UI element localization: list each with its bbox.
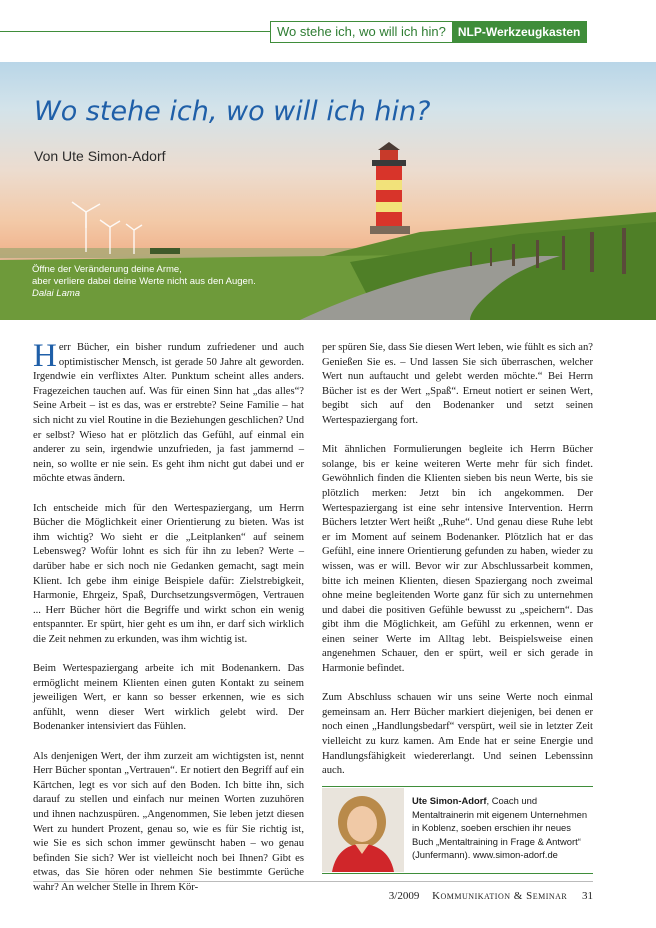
paragraph-1	[33, 338, 304, 487]
header-rule	[0, 31, 270, 32]
quote-line-1: Öffne der Veränderung deine Arme,	[32, 264, 182, 275]
paragraph-5: per spüren Sie, dass Sie diesen Wert leben, wie fühlt es sich an? Genießen Sie es. – Und lassen Sie sich überraschen, welcher Wert nun auftaucht und gelebt werden möchte.“ Bei Herrn Bücher ist es der Wert „Spaß“. Erneut notiert er seinen Wert, begibt sich auf den Bodenanker und setzt seinen Wertespaziergang fort.	[322, 342, 593, 426]
footer-issue: 3/2009	[388, 890, 420, 902]
dropcap: H	[33, 338, 57, 374]
article-column-right	[322, 341, 593, 793]
running-header	[270, 21, 587, 43]
page-footer	[389, 890, 593, 902]
bio-description: , Coach und Mentaltrainerin mit eigenem Unternehmen in Koblenz, soeben erschien ihr neues Buch „Mentaltraining in Frage & Antwort“ (Junfermann). www.simon-adorf.de	[412, 795, 588, 861]
article-title: Wo stehe ich, wo will ich hin?	[34, 96, 431, 127]
paragraph-1-text: err Bücher, ein bisher rundum zufriedener und auch optimistischer Mensch, ist gerade 50 Jahre alt geworden. Irgendwie ein verflixtes Alter. Punktum scheint alles anders. Fragezeichen tauchen auf. Was für einen Sinn hat „das alles“? Seine Arbeit – ist es das, was er erstrebte? Seine Familie – hat sich nicht zu viel Routine in die Beziehungen geschlichen? Und er selbst? Wieso hat er plötzlich das Gefühl, auf einmal ein anderer zu sein, irgendwie unzufrieden, ja fast jammernd – nein, so wollte er nie sein. Es geht ihm nicht gut dabei und er möchte etwas ändern.	[33, 342, 304, 485]
paragraph-7: Zum Abschluss schauen wir uns seine Werte noch einmal gemeinsam an. Herr Bücher markiert diejenigen, bei denen er noch einen „Handlungsbedarf“ verspürt, weil sie in letzter Zeit vielleicht zu kurz kamen. Am Ende hat er seine Energie und Handlungsfähigkeit wiedererlangt. Und seinen Lebenssinn auch.	[322, 692, 593, 777]
bio-rule-top	[322, 786, 593, 787]
footer-magazine: Kommunikation & Seminar	[432, 890, 568, 902]
paragraph-6: Mit ähnlichen Formulierungen begleite ich Herrn Bücher solange, bis er keine weiteren Werte mehr für sich findet. Gewöhnlich finden die Klienten sieben bis neun Werte, bis sie plötzlich merken: Jetzt bin ich angekommen. Der Wertespaziergang ist eine sehr intensive Intervention. Herrn Büchers letzter Wert heißt „Ruhe“. Und genau diese Ruhe lebt er im Moment auf seinem Bodenanker. Plötzlich hat er das Gefühl, eine innere Orientierung gefunden zu haben, wieder zu wissen, was er will. Bevor wir zur Abschlussarbeit kommen, bitte ich meinen Klienten, diesen Spaziergang noch zweimal ohne meine begleitenden Worte ganz für sich zu unternehmen und dabei die positiven Gefühle bewusst zu „speichern“. Das gibt ihm die Möglichkeit, am Gefühl zu erkennen, wenn er einen seiner Werte im Alltag lebt. Beispielsweise einen angenehmen Schauer, den er spürt, weil er sich gerade in Harmonie befindet.	[322, 444, 593, 675]
running-header-title: Wo stehe ich, wo will ich hin?	[271, 22, 452, 42]
footer-rule	[33, 881, 593, 882]
article-column-left	[33, 338, 304, 910]
article-author: Von Ute Simon-Adorf	[34, 148, 166, 164]
paragraph-3: Beim Wertespaziergang arbeite ich mit Bodenankern. Das ermöglicht meinem Klienten einen guten Kontakt zu seinem jeweiligen Wert, er kann so besser erkennen, wie es sich anfühlt, wenn dieser Wert wirklich gelebt wird. Der Bodenanker intensiviert das Fühlen.	[33, 663, 304, 733]
paragraph-4: Als denjenigen Wert, der ihm zurzeit am wichtigsten ist, nennt Herr Bücher spontan „Vertrauen“. Er notiert den Begriff auf ein Kärtchen, legt es vor sich auf den Boden. Ich bitte ihn, sich darauf zu stellen und einfach nur meinen Worten zuzuhören und ihnen nachzuspüren. „Angenommen, Sie leben jetzt diesen Wert zu hundert Prozent, genau so, wie es für Sie richtig ist, wie Sie es sich schon immer gewünscht haben – wo genau befinden Sie sich? Wer ist vielleicht noch bei Ihnen? Gibt es etwas, das Sie hören oder nehmen Sie bestimmte Gerüche wahr? An welcher Stelle in Ihrem Kör-	[33, 750, 304, 893]
quote-line-2: aber verliere dabei deine Werte nicht aus den Augen.	[32, 276, 256, 287]
author-photo	[322, 788, 404, 872]
hero-image	[0, 62, 656, 320]
page-number: 31	[582, 890, 593, 902]
author-bio	[412, 794, 594, 862]
author-portrait-illustration	[322, 788, 404, 872]
quote-author: Dalai Lama	[32, 288, 81, 299]
bio-rule-bottom	[322, 873, 593, 874]
bio-name: Ute Simon-Adorf	[412, 795, 487, 806]
paragraph-2: Ich entscheide mich für den Wertespaziergang, um Herrn Bücher die Möglichkeit einer Orientierung zu bieten. Was ist ihm wichtig? Wo sieht er die „Leitplanken“ auf seinem Lebensweg? Wofür lohnt es sich für ihn zu leben? Werte – darüber habe er sich noch nie Gedanken gemacht, sagt mein Klient. Ich gebe ihm einige Beispiele dafür: Zielstrebigkeit, Harmonie, Ehrgeiz, Spaß, Durchsetzungsvermögen, Vertrauen ... Herr Bücher hört die Begriffe und wirkt schon ein wenig entspannter. Er spürt, hier geht es um ihn, er darf sich wirklich die Zeit nehmen zu erkunden, was ihm wichtig ist.	[33, 502, 304, 645]
epigraph-quote	[32, 264, 256, 300]
running-header-section: NLP-Werkzeugkasten	[452, 22, 586, 42]
